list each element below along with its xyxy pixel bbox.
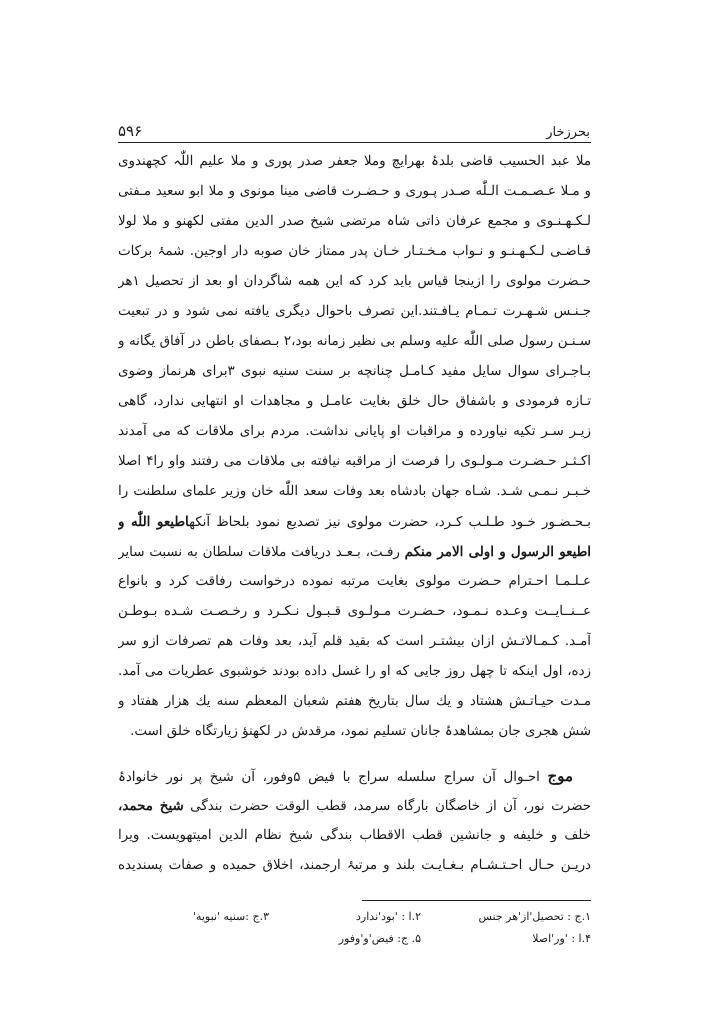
text-line: مـدت حیـاتـش هشتاد و یك سال بتاریخ هفتم شعبان المعظم سنه یك هزار هفتاد و	[118, 694, 591, 709]
text-line: زیـر سـر تکیه نیاورده و مراقبات او پایانی نداشت. مردم برای ملاقات که می آمدند	[118, 424, 591, 439]
text-line: سـنـن رسول صلی اللّٰه علیه وسلم بی نظیر زمانه بود،۲ بـصفای باطن در آفاق یگانه و	[118, 334, 591, 349]
footnote-5: ۵. ج: فیض'و'وفور	[338, 932, 421, 945]
text-line: حـضرت مولوی را ازینجا قیاس باید کرد که این همه شاگردان او بعد از تحصیل ۱هر	[118, 274, 591, 289]
text-line: جـنـس شـهـرت تـمـام یـافـتند.این تصرف باحوال دیگری یافته نمی شود و در تبعیت	[118, 304, 591, 319]
text-line: اکـثـر حـضـرت مـولـوی را فرصت از مراقبه نیافته بی ملاقات می رفتند واو را۴ اصلا	[118, 454, 591, 469]
quran-quote: اطیعو الرسول و اولی الامر منکم	[404, 544, 591, 560]
text-line: تـازه فرمودی و باشفاق حال خلق بغایت عامـل و مجاهدات او انتهایی ندارد، گاهی	[118, 394, 591, 409]
page-number: ۵۹۶	[118, 122, 143, 140]
text-line: دریـن حـال احـتـشـام بـغـایـت بلند و مرتبۂ ارجمند، اخلاق حمیده و صفات پسندیده	[118, 858, 591, 873]
text-line	[118, 791, 591, 821]
text-line: خلف و خلیفه و جانشین قطب الاقطاب بندگی شیخ نظام الدین امیتهویست. ویرا	[118, 828, 591, 843]
footnote-row	[118, 928, 591, 950]
text-line: قـاضـی لـکـھـنـو و نـواب مـخـتـار خـان پدر ممتاز خان صوبه دار اوجین. شمۂ برکات	[118, 244, 591, 259]
footnote-2: ۲.ا : 'بود'ندارد	[356, 910, 421, 923]
text-line: لـکـھـنـوی و مجمع عرفان ذاتی شاہ مرتضی شیخ صدر الدین مفتی لکھنو و ملا لولا	[118, 214, 591, 229]
text-line	[118, 537, 591, 567]
text-segment: بـحـضـور خـود طـلـب کـرد، حضرت مولوی نیز تصدیع نمود بلحاظ آنکه	[189, 515, 591, 530]
text-line	[118, 761, 591, 791]
footnote-4: ۴.ا : 'ور'اصلا	[532, 932, 591, 945]
section-heading: موج	[547, 767, 573, 785]
text-line: عــنــایــت وعـده نـمـود، حـضـرت مـولـوی قـبـول نـکـرد و رخـصـت شـده بـوطـن	[118, 604, 591, 619]
text-line	[118, 507, 591, 537]
running-title: بحرزخار	[546, 125, 590, 140]
text-line: خـبـر نـمـی شـد. شـاه جهان بادشاه بعد وفات سعد اللّٰه خان وزیر علمای سلطنت را	[118, 484, 591, 499]
paragraph-gap	[118, 747, 591, 761]
name-highlight: شیخ محمد،	[118, 798, 184, 814]
text-segment: احـوال آن سراج سلسله سراج با فیض ۵وفور، آن شیخ پر نور خانوادۂ	[118, 770, 548, 785]
footnote-row	[118, 906, 591, 928]
text-line: عـلـمـا احـترام حـضرت مولوی بغایت مرتبه نموده درخواست رفاقت کرد و بانواع	[118, 574, 591, 589]
text-segment: رفـت، بـعـد دریافت ملاقات سلطان به نسبت سایر	[118, 545, 405, 560]
body-text	[118, 147, 591, 881]
footnote-rule	[362, 900, 591, 901]
text-segment: حضرت نور، آن از خاصگان بارگاه سرمد، قطب الوقت حضرت بندگی	[183, 799, 591, 814]
page-header	[118, 116, 590, 140]
text-line: زده، اول اینکه تا چهل روز جایی که او را غسل داده بودند خوشبوی عطریات می آمد.	[118, 664, 591, 679]
footnotes	[118, 906, 591, 950]
header-rule	[118, 142, 591, 143]
text-line: آمـد. کـمـالاتـش ازان بیشتـر است که بقید قلم آید، بعد وفات هم تصرفات ازو سر	[118, 634, 591, 649]
quran-quote: اطیعو اللّٰه و	[118, 514, 190, 530]
footnote-1: ۱.ج : تحصیل'از'هر جنس	[478, 910, 591, 923]
footnote-3: ۳.ج :سنیه 'نبویه'	[192, 910, 269, 923]
text-line: و مـلا عـصـمـت الـلّٰه صـدر پـوری و حـضـرت قاضی مینا مونوی و ملا ابو سعید مـفتی	[118, 184, 591, 199]
text-line: بـاجـرای سوال سایل مفید کـامـل چنانچه بر سنت سنیه نبوی ۳برای هرنماز وضوی	[118, 364, 591, 379]
text-line: شش هجری جان بمشاهدۂ جانان تسلیم نمود، مرقدش در لکھنؤ زیارتگاه خلق است.	[130, 724, 591, 739]
text-line: ملا عبد الحسیب قاضی بلدۂ بھرایچ وملا جعفر صدر پوری و ملا علیم اللّٰہ کچھندوی	[118, 154, 591, 169]
